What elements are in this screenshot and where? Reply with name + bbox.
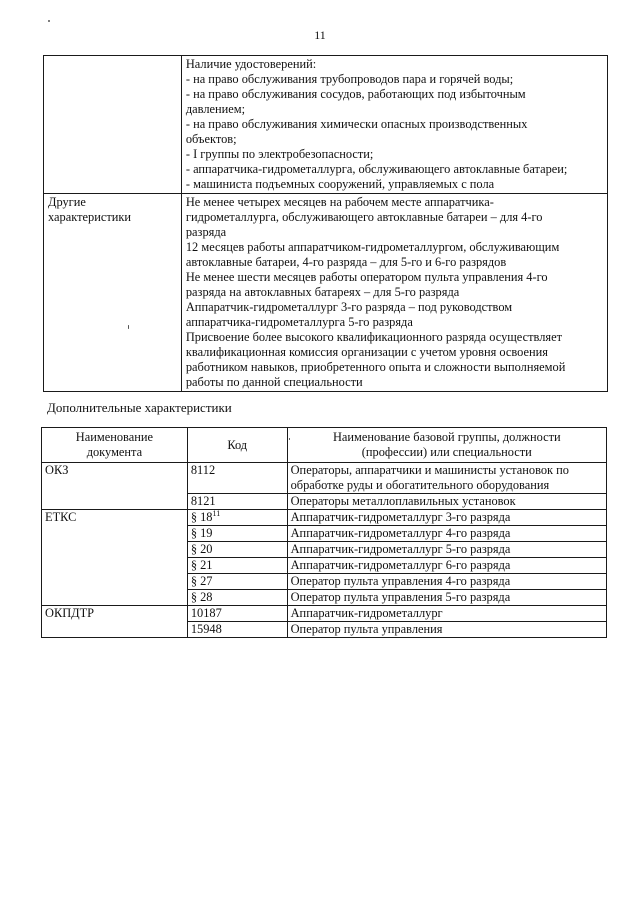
name-text: Операторы, аппаратчики и машинисты установок по xyxy=(290,463,569,477)
code-cell xyxy=(187,463,287,494)
document-cell: ОКПДТР xyxy=(42,606,188,622)
text-line: Аппаратчик-гидрометаллург 3-го разряда – под руководством xyxy=(185,300,513,314)
code-cell xyxy=(187,542,287,558)
code-text: § 27 xyxy=(190,574,213,588)
row-label-cell xyxy=(44,56,182,194)
code-cell xyxy=(187,494,287,510)
table-row xyxy=(42,622,607,638)
characteristics-table xyxy=(43,55,608,392)
table-row xyxy=(44,194,608,392)
text-line: разряда xyxy=(185,225,227,239)
header-text: (профессии) или специальности xyxy=(361,445,532,459)
table-row xyxy=(42,558,607,574)
name-cell: Оператор пульта управления 4-го разряда xyxy=(287,574,606,590)
name-cell: Аппаратчик-гидрометаллург 4-го разряда xyxy=(287,526,606,542)
text-line: Не менее шести месяцев работы оператором пульта управления 4-го xyxy=(185,270,548,284)
code-text: § 21 xyxy=(190,558,213,572)
code-text: § 20 xyxy=(190,542,213,556)
table-row xyxy=(42,510,607,526)
code-cell xyxy=(187,622,287,638)
table-row xyxy=(42,590,607,606)
text-line: гидрометаллурга, обслуживающего автоклавные батареи – для 4-го xyxy=(185,210,543,224)
section-title: Дополнительные характеристики xyxy=(47,400,232,415)
page-number: 11 xyxy=(314,28,326,42)
code-footnote: 11 xyxy=(212,508,221,518)
row-label-line: характеристики xyxy=(48,210,132,224)
row-label-line: Другие xyxy=(48,195,86,209)
code-text: § 18 xyxy=(190,510,213,524)
text-line: 12 месяцев работы аппаратчиком-гидрометаллургом, обслуживающим xyxy=(185,240,560,254)
name-cell: Аппаратчик-гидрометаллург xyxy=(287,606,606,622)
name-cell: Оператор пульта управления 5-го разряда xyxy=(287,590,606,606)
code-cell xyxy=(187,558,287,574)
scan-speck xyxy=(48,20,50,22)
text-line: - машиниста подъемных сооружений, управляемых с пола xyxy=(185,177,495,191)
name-cell: Операторы металлоплавильных установок xyxy=(287,494,606,510)
text-line: разряда на автоклавных батареях – для 5-го разряда xyxy=(185,285,460,299)
code-text: § 28 xyxy=(190,590,213,604)
text-line: Наличие удостоверений: xyxy=(185,57,317,71)
text-line: Присвоение более высокого квалификационного разряда осуществляет xyxy=(185,330,563,344)
other-characteristics-cell xyxy=(181,194,607,392)
code-cell xyxy=(187,590,287,606)
text-line: автоклавные батареи, 4-го разряда – для 5-го и 6-го разрядов xyxy=(185,255,507,269)
code-text: § 19 xyxy=(190,526,213,540)
document-cell: ОКЗ xyxy=(42,463,188,494)
name-text: обработке руды и обогатительного оборудования xyxy=(290,478,550,492)
header-text: Наименование xyxy=(75,430,153,444)
table-row xyxy=(42,526,607,542)
table-row xyxy=(42,574,607,590)
document-cell xyxy=(42,622,188,638)
code-cell xyxy=(187,510,287,526)
code-text: 8112 xyxy=(190,463,216,477)
name-cell xyxy=(287,463,606,494)
code-cell xyxy=(187,606,287,622)
text-line: давлением; xyxy=(185,102,246,116)
text-line: - I группы по электробезопасности; xyxy=(185,147,374,161)
row-label-cell xyxy=(44,194,182,392)
document-cell xyxy=(42,542,188,558)
text-line: - на право обслуживания химически опасных производственных xyxy=(185,117,528,131)
table-row xyxy=(42,463,607,494)
text-line: работником навыков, приобретенного опыта и сложности выполняемой xyxy=(185,360,566,374)
text-line: - аппаратчика-гидрометаллурга, обслуживающего автоклавные батареи; xyxy=(185,162,568,176)
table-row xyxy=(44,56,608,194)
text-line: аппаратчика-гидрометаллурга 5-го разряда xyxy=(185,315,413,329)
header-text: документа xyxy=(86,445,143,459)
additional-characteristics-table xyxy=(41,427,607,638)
document-cell xyxy=(42,526,188,542)
name-cell: Аппаратчик-гидрометаллург 6-го разряда xyxy=(287,558,606,574)
table-header-row xyxy=(42,428,607,463)
text-line: работы по данной специальности xyxy=(185,375,363,389)
code-text: 10187 xyxy=(190,606,222,620)
header-text: Наименование базовой группы, должности xyxy=(332,430,561,444)
code-text: 15948 xyxy=(190,622,222,636)
document-cell xyxy=(42,558,188,574)
text-line: - на право обслуживания трубопроводов пара и горячей воды; xyxy=(185,72,514,86)
code-cell xyxy=(187,574,287,590)
document-cell xyxy=(42,494,188,510)
table-row xyxy=(42,542,607,558)
table-row xyxy=(42,494,607,510)
text-line: объектов; xyxy=(185,132,237,146)
text-line: - на право обслуживания сосудов, работающих под избыточным xyxy=(185,87,526,101)
table-row xyxy=(42,606,607,622)
name-cell: Аппаратчик-гидрометаллург 3-го разряда xyxy=(287,510,606,526)
document-cell xyxy=(42,574,188,590)
header-code: Код xyxy=(187,428,287,463)
code-text: 8121 xyxy=(190,494,216,508)
header-name xyxy=(287,428,606,463)
document-cell xyxy=(42,590,188,606)
document-cell: ЕТКС xyxy=(42,510,188,526)
name-cell: Аппаратчик-гидрометаллург 5-го разряда xyxy=(287,542,606,558)
name-cell: Оператор пульта управления xyxy=(287,622,606,638)
certificates-cell xyxy=(181,56,607,194)
text-line: Не менее четырех месяцев на рабочем месте аппаратчика- xyxy=(185,195,494,209)
text-line: квалификационная комиссия организации с учетом уровня освоения xyxy=(185,345,548,359)
header-document xyxy=(42,428,188,463)
code-cell xyxy=(187,526,287,542)
